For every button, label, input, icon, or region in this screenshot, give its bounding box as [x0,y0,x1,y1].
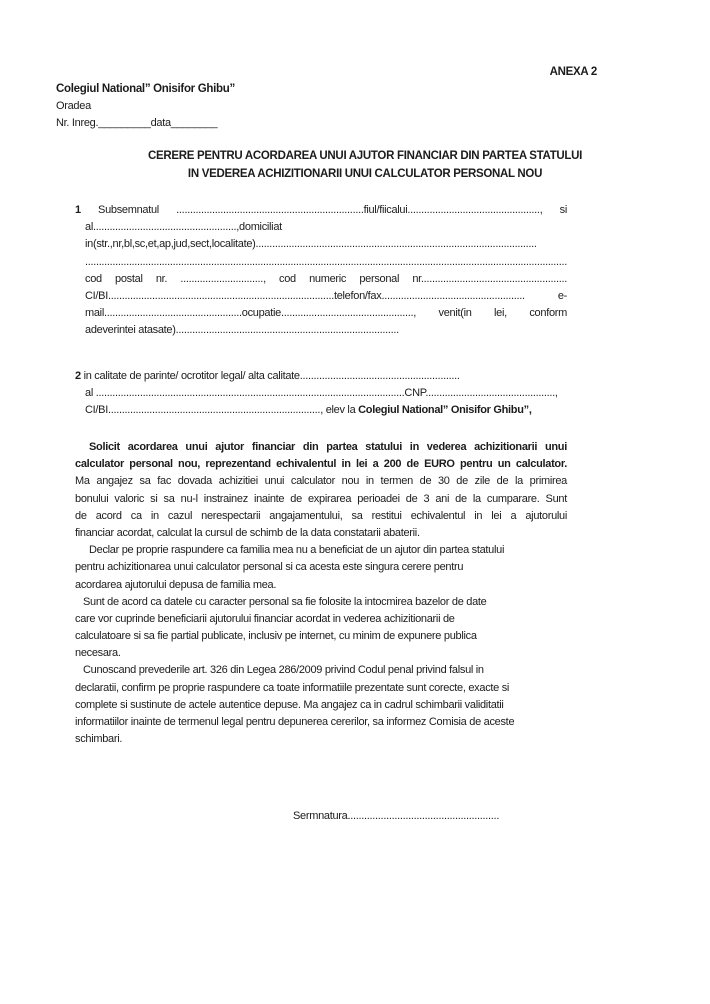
text-line: informatiilor inainte de termenul legal pentru depunerea cererilor, sa informez Comisia de aceste [75,716,515,728]
text-line: schimbari. [75,733,123,746]
dotted-leader: .................................................. [103,307,242,320]
dotted-leader: ................................................................................................................ [95,387,405,400]
section-2-capacity [75,368,567,420]
text-line: al....................................................,domiciliat [85,221,282,234]
dotted-leader: ....................................................... [347,810,500,822]
text-line: mail..................................................ocupatie................................................, venit(in lei, conform [85,307,567,320]
text-line: calculatoare si sa fie partial publicate, inclusiv pe internet, cu minim de expunere publica [75,630,477,643]
paragraph [75,662,567,748]
dotted-leader: ................................................ [407,204,540,216]
text-line: Sermnatura....................................................... [293,810,500,822]
text-line: acordarea ajutorului depusa de familia mea. [75,578,277,591]
dotted-leader: .............................. [180,272,264,285]
text-line: de acord ca in cazul nerespectarii angajamentului, sa restitui echivalentul in lei a ajutorului [75,509,567,522]
text-line: Sunt de acord ca datele cu caracter personal sa fie folosite la intocmirea bazelor de date [83,595,487,608]
form-title-line1: CERERE PENTRU ACORDAREA UNUI AJUTOR FINANCIAR DIN PARTEA STATULUI [147,150,583,162]
text-line: cod postal nr. .............................., cod numeric personal nr..................................................... [85,272,567,285]
dotted-leader: ..................................................... [420,272,567,285]
text-line: pentru achizitionarea unui calculator personal si ca acesta este singura cerere pentru [75,561,464,574]
dotted-leader: .......................................................... [299,370,460,382]
text-line: adeverintei atasate)................................................................................. [85,324,399,337]
text-line: complete si sustinute de actele autentice depuse. Ma angajez ca in cadrul schimbarii validitatii [75,698,504,711]
text-line: CI/BI............................................................................., elev la Colegiul National” Onisifor Ghibu”, [85,404,532,417]
dotted-leader: ................................................ [280,307,414,320]
text-line: Declar pe proprie raspundere ca familia mea nu a beneficiat de un ajutor din partea statului [89,544,505,557]
dotted-leader: ............................................... [425,387,555,400]
text-line: bonului valoric si sa nu-l instrainez inainte de expirarea perioadei de 3 ani de la cumparare. Sunt [75,492,567,505]
text-line: Solicit acordarea unui ajutor financiar din partea statului in vederea achizitionarii unui [89,441,567,453]
paragraph [75,439,567,542]
org-city: Oradea [56,100,91,112]
org-name: Colegiul National” Onisifor Ghibu” [56,83,235,95]
registration-line: Nr. Inreg._________data________ [56,117,218,129]
signature-line [293,808,593,825]
dotted-leader: .................................................... [92,221,237,234]
dotted-leader: ................................................................................................................................................................................ [85,255,567,268]
body-paragraphs [75,439,567,748]
text-line: calculator personal nou, reprezentand echivalentul in lei a 200 de EURO pentru un calculator. [75,458,567,471]
annex-label: ANEXA 2 [549,66,597,78]
dotted-leader: .................................................................................. [107,289,334,302]
form-title [57,147,673,183]
text-line: financiar acordat, calculat la cursul de schimb de la data constatarii abaterii. [75,526,420,539]
dotted-leader: ...................................................................................................... [255,238,537,251]
paragraph [75,542,567,594]
dotted-leader: ............................................................................. [107,404,321,417]
dotted-leader: .................................................... [381,289,525,302]
text-line: CI/BI..................................................................................telefon/fax.................................................... e- [85,289,567,302]
text-line: 1 Subsemnatul ....................................................................fiul/fiicalui................................................, si [75,204,568,216]
form-title-line2: IN VEDEREA ACHIZITIONARII UNUI CALCULATOR PERSONAL NOU [187,168,543,180]
text-line: 2 in calitate de parinte/ ocrotitor legal/ alta calitate.......................................................... [75,370,460,382]
dotted-leader: ................................................................................ [175,324,397,337]
dotted-leader: .................................................................... [176,204,364,216]
text-line: care vor cuprinde beneficiarii ajutorului financiar acordat in vederea achizitionarii de [75,612,455,625]
paragraph [75,594,567,663]
text-line: declaratii, confirm pe proprie raspundere ca toate informatiile prezentate sunt corecte, exacte si [75,681,510,694]
text-line: in(str.,nr,bl,sc,et,ap,jud,sect,localitate)...................................................................................................... [85,238,537,251]
section-1-applicant [75,202,567,340]
text-line: Ma angajez sa fac dovada achizitiei unui calculator nou in termen de 30 de zile de la primirea [75,475,567,488]
text-line: Cunoscand prevederile art. 326 din Legea 286/2009 privind Codul penal privind falsul in [83,664,484,677]
text-line: al ................................................................................................................CNP..............................................., [85,387,558,400]
text-line [75,254,567,271]
text-line: necesara. [75,647,121,660]
